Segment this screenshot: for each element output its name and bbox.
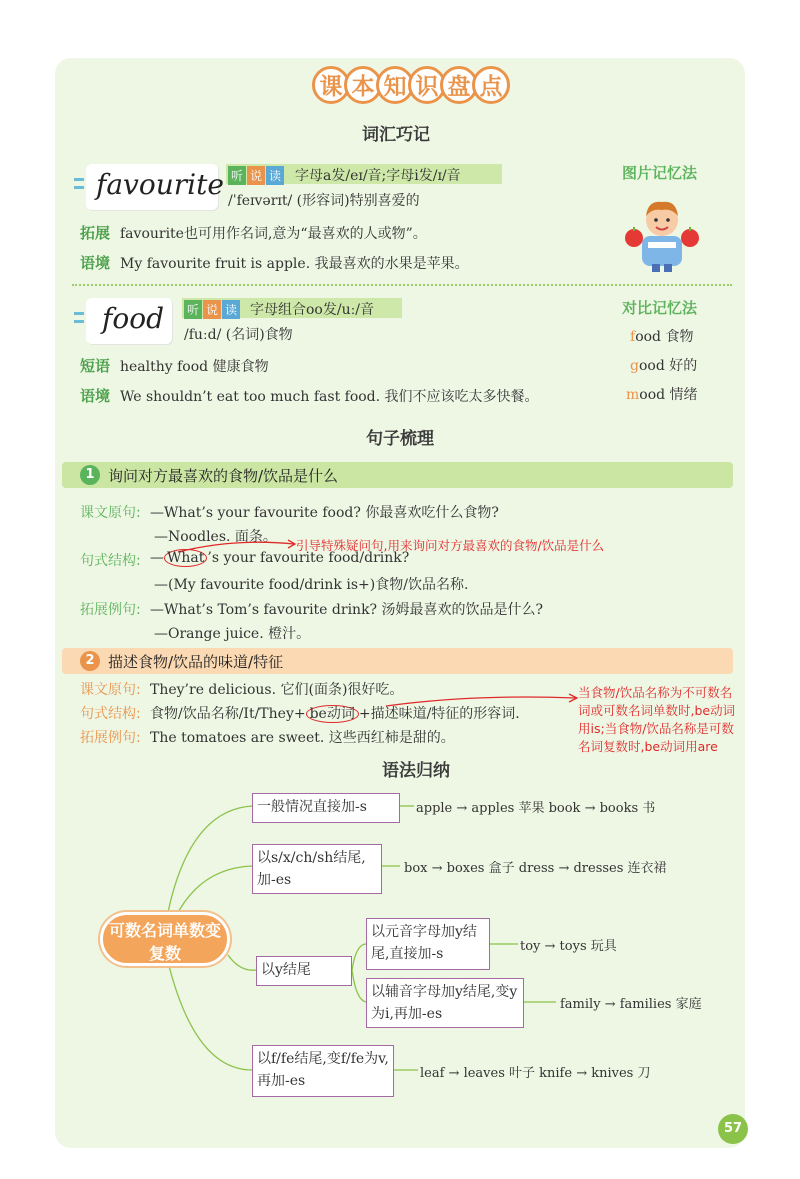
line-text: — What ’s your favourite food/drink?	[150, 550, 410, 566]
compare-word: food 食物	[630, 329, 694, 345]
title-char: 知	[376, 66, 414, 104]
vocab-word: favourite	[96, 168, 224, 201]
rule-example: box → boxes 盒子 dress → dresses 连衣裙	[404, 861, 667, 876]
line-text: —What’s your favourite food? 你最喜欢吃什么食物?	[150, 505, 499, 521]
section-title-text: 词汇巧记	[362, 125, 430, 145]
listen-speak-read-badge: 听 说 读	[228, 165, 285, 185]
phrase-text: healthy food 健康食物	[120, 359, 269, 375]
ext-label: 拓展	[80, 224, 111, 242]
rule-node-4: 以f/fe结尾,变f/fe为v,再加-es	[252, 1045, 394, 1097]
rule-node-3b: 以辅音字母加y结尾,变y为i,再加-es	[366, 978, 524, 1028]
handwritten-note: 引导特殊疑问句,用来询问对方最喜欢的食物/饮品是什么	[296, 538, 605, 553]
context-label: 语境	[80, 387, 111, 405]
title-char: 本	[344, 66, 382, 104]
context-label: 语境	[80, 254, 111, 272]
phonetic: /fuːd/ (名词)食物	[184, 327, 293, 343]
phrase-label: 短语	[80, 357, 111, 375]
page-number: 57	[718, 1114, 748, 1144]
listen-speak-read-badge: 听 说 读	[184, 299, 241, 319]
number-badge: 2	[80, 651, 100, 671]
title-char: 课	[312, 66, 350, 104]
title-char: 盘	[440, 66, 478, 104]
line-text: The tomatoes are sweet. 这些西红柿是甜的。	[150, 730, 455, 746]
handwritten-note: 当食物/饮品名称为不可数名词或可数名词单数时,be动词用is;当食物/饮品名称是可数名词复数时,be动词用are	[578, 685, 736, 754]
rule-node-3: 以y结尾	[256, 956, 352, 986]
title-char: 识	[408, 66, 446, 104]
rule-example: family → families 家庭	[560, 997, 702, 1012]
line-label: 拓展例句:	[80, 602, 141, 618]
line-label: 句式结构:	[80, 553, 141, 569]
context-text: My favourite fruit is apple. 我最喜欢的水果是苹果。	[120, 256, 469, 272]
pronunciation-tip: 字母a发/eɪ/音;字母i发/ɪ/音	[295, 168, 461, 184]
phonetic: /ˈfeɪvərɪt/ (形容词)特别喜爱的	[228, 193, 420, 209]
ext-text: favourite也可用作名词,意为“最喜欢的人或物”。	[120, 226, 427, 242]
line-text: —Orange juice. 橙汁。	[154, 626, 311, 642]
number-badge: 1	[80, 465, 100, 485]
line-text: —(My favourite food/drink is+)食物/饮品名称.	[154, 577, 469, 593]
sentence-title: 询问对方最喜欢的食物/饮品是什么	[108, 467, 339, 485]
line-text: —What’s Tom’s favourite drink? 汤姆最喜欢的饮品是什么?	[150, 602, 544, 618]
mindmap-root: 可数名词单数变复数	[100, 912, 230, 966]
pronunciation-tip: 字母组合oo发/uː/音	[250, 302, 375, 318]
line-text: —Noodles. 面条。	[154, 529, 277, 545]
line-label: 句式结构:	[80, 706, 141, 722]
context-text: We shouldn’t eat too much fast food. 我们不应该吃太多快餐。	[120, 389, 539, 405]
vocab-word: food	[102, 302, 165, 335]
line-label: 课文原句:	[80, 682, 141, 698]
rule-example: apple → apples 苹果 book → books 书	[416, 801, 656, 816]
rule-node-2: 以s/x/ch/sh结尾,加-es	[252, 844, 382, 894]
title-char: 点	[472, 66, 510, 104]
rule-node-3a: 以元音字母加y结尾,直接加-s	[366, 918, 490, 970]
section-title-text: 句子梳理	[366, 429, 434, 449]
rule-node-1: 一般情况直接加-s	[252, 793, 400, 823]
line-label: 拓展例句:	[80, 730, 141, 746]
line-text: They’re delicious. 它们(面条)很好吃。	[150, 682, 404, 698]
compare-word: mood 情绪	[626, 387, 698, 403]
rule-example: leaf → leaves 叶子 knife → knives 刀	[420, 1066, 651, 1081]
memory-method: 对比记忆法	[622, 299, 698, 317]
memory-method: 图片记忆法	[622, 164, 698, 182]
line-label: 课文原句:	[80, 505, 141, 521]
rule-example: toy → toys 玩具	[520, 939, 617, 954]
line-text: 食物/饮品名称/It/They+ be动词 +描述味道/特征的形容词.	[150, 706, 520, 722]
section-title-text: 语法归纳	[382, 761, 450, 781]
sentence-title: 描述食物/饮品的味道/特征	[108, 653, 284, 671]
compare-word: good 好的	[630, 358, 698, 374]
